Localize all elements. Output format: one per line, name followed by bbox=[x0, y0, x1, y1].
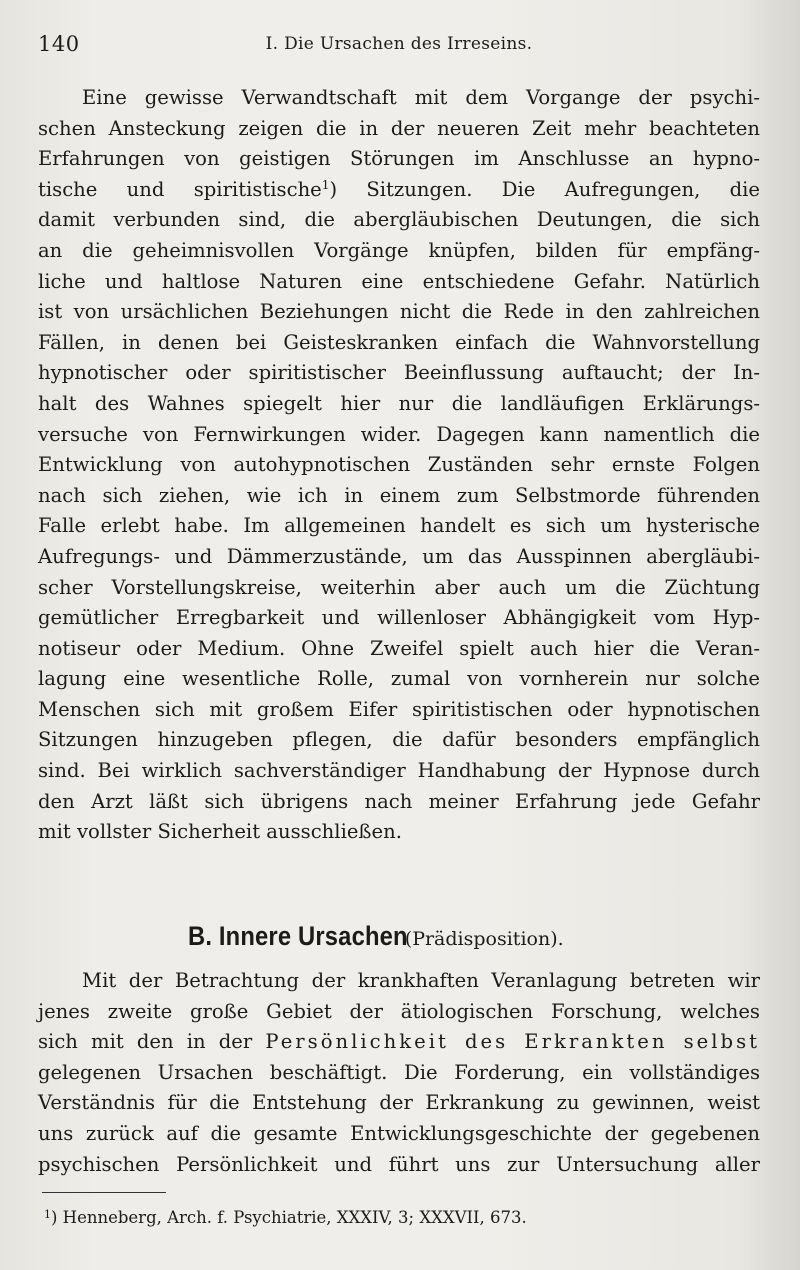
text-line: notiseur oder Medium. Ohne Zweifel spielt auch hier die Veran- bbox=[38, 636, 760, 660]
running-head-title: I. Die Ursachen des Irreseins. bbox=[265, 34, 533, 54]
text-line: sind. Bei wirklich sachverständiger Handhabung der Hypnose durch bbox=[38, 759, 760, 783]
emphasized-text: Persönlichkeit des Erkrankten selbst bbox=[265, 1030, 760, 1054]
text-line: Eine gewisse Verwandtschaft mit dem Vorgange der psychi- bbox=[82, 86, 760, 109]
text-line: halt des Wahnes spiegelt hier nur die landläufigen Erklärungs- bbox=[38, 391, 760, 415]
text-line bbox=[38, 175, 760, 206]
text-line: hypnotischer oder spiritistischer Beeinflussung auftaucht; der In- bbox=[38, 361, 760, 385]
section-heading bbox=[188, 918, 760, 954]
text-line: an die geheimnisvollen Vorgänge knüpfen, bilden für empfäng- bbox=[38, 238, 760, 262]
text-line: liche und haltlose Naturen eine entschiedene Gefahr. Natürlich bbox=[38, 269, 760, 293]
paragraph-psychic-contagion bbox=[38, 83, 760, 848]
text-line: Mit der Betrachtung der krankhaften Veranlagung betreten wir bbox=[82, 969, 760, 992]
text-line: ist von ursächlichen Beziehungen nicht die Rede in den zahlreichen bbox=[38, 300, 760, 324]
footnote bbox=[44, 1208, 744, 1227]
text-line: den Arzt läßt sich übrigens nach meiner Erfahrung jede Gefahr bbox=[38, 789, 760, 813]
footnote-text: ) Henneberg, Arch. f. Psychiatrie, XXXIV, 3; XXXVII, 673. bbox=[51, 1208, 527, 1227]
text-line: Entwicklung von autohypnotischen Zuständen sehr ernste Folgen bbox=[38, 453, 760, 477]
text-fragment: ) Sitzungen. Die Aufregungen, die bbox=[329, 177, 760, 201]
text-line: nach sich ziehen, wie ich in einem zum Selbstmorde führenden bbox=[38, 483, 760, 507]
text-line: Aufregungs- und Dämmerzustände, um das Ausspinnen abergläubi- bbox=[38, 544, 760, 568]
text-line: lagung eine wesentliche Rolle, zumal von vornherein nur solche bbox=[38, 667, 760, 691]
text-line: Verständnis für die Entstehung der Erkrankung zu gewinnen, weist bbox=[38, 1091, 760, 1115]
section-title: B. Innere Ursachen bbox=[188, 921, 408, 951]
text-line: scher Vorstellungskreise, weiterhin aber auch um die Züchtung bbox=[38, 575, 760, 599]
text-line: schen Ansteckung zeigen die in der neueren Zeit mehr beachteten bbox=[38, 116, 760, 140]
text-line: uns zurück auf die gesamte Entwicklungsgeschichte der gegebenen bbox=[38, 1121, 760, 1145]
text-line: Erfahrungen von geistigen Störungen im Anschlusse an hypno- bbox=[38, 147, 760, 171]
footnote-divider bbox=[42, 1192, 166, 1193]
text-line: versuche von Fernwirkungen wider. Dagegen kann namentlich die bbox=[38, 422, 760, 446]
page-number: 140 bbox=[38, 32, 80, 56]
text-line: Sitzungen hinzugeben pflegen, die dafür besonders empfänglich bbox=[38, 728, 760, 752]
text-line: jenes zweite große Gebiet der ätiologischen Forschung, welches bbox=[38, 999, 760, 1023]
text-fragment: sich mit den in der bbox=[38, 1030, 253, 1054]
text-line: Falle erlebt habe. Im allgemeinen handelt es sich um hysterische bbox=[38, 514, 760, 538]
text-line: gemütlicher Erregbarkeit und willenloser Abhängigkeit vom Hyp- bbox=[38, 606, 760, 630]
text-line: Fällen, in denen bei Geisteskranken einfach die Wahnvorstellung bbox=[38, 330, 760, 354]
text-line: psychischen Persönlichkeit und führt uns zur Untersuchung aller bbox=[38, 1152, 760, 1176]
footnote-reference: 1 bbox=[321, 177, 330, 192]
text-fragment: tische und spiritistische bbox=[38, 177, 322, 201]
text-line: Menschen sich mit großem Eifer spiritistischen oder hypnotischen bbox=[38, 697, 760, 721]
text-line: gelegenen Ursachen beschäftigt. Die Forderung, ein vollständiges bbox=[38, 1060, 760, 1084]
running-head bbox=[38, 30, 760, 60]
text-line: damit verbunden sind, die abergläubischen Deutungen, die sich bbox=[38, 208, 760, 232]
text-line bbox=[38, 1027, 760, 1058]
footnote-mark: 1 bbox=[44, 1208, 51, 1221]
text-line: mit vollster Sicherheit ausschließen. bbox=[38, 820, 402, 844]
paragraph-predisposition bbox=[38, 966, 760, 1180]
section-subtitle: (Prädisposition). bbox=[404, 928, 564, 950]
